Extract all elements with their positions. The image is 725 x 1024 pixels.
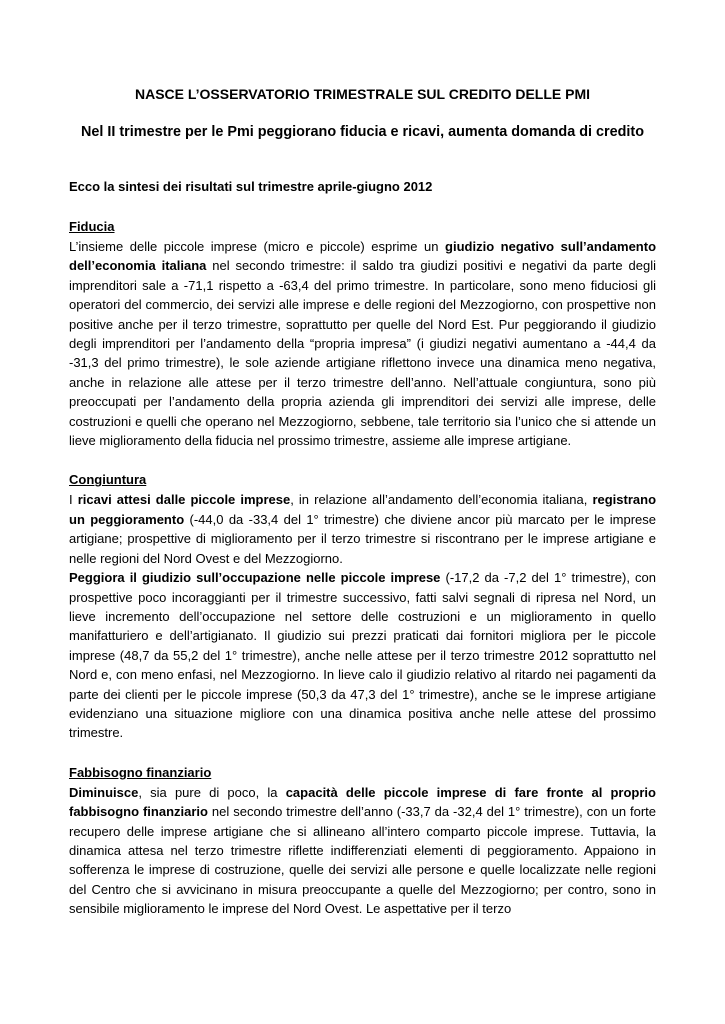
bold-run: ricavi attesi dalle piccole imprese: [77, 492, 291, 508]
document-page: [69, 84, 656, 919]
section-heading-fabbisogno: Fabbisogno finanziario: [69, 764, 212, 780]
text-run: I: [69, 492, 78, 508]
paragraph-congiuntura-occupazione: [69, 568, 656, 743]
bold-run: capacità delle piccole imprese di fare fronte al proprio fabbisogno finanziario: [69, 784, 656, 820]
bold-run: Peggiora il giudizio sull’occupazione nelle piccole imprese: [69, 570, 441, 586]
document-title: NASCE L’OSSERVATORIO TRIMESTRALE SUL CREDITO DELLE PMI: [134, 86, 591, 102]
text-run: L’insieme delle piccole imprese (micro e piccole) esprime un: [69, 239, 446, 254]
paragraph-congiuntura-ricavi: [69, 490, 656, 568]
section-fabbisogno: [69, 763, 656, 919]
section-congiuntura: [69, 470, 656, 742]
paragraph-fiducia: [69, 237, 656, 450]
text-run: , sia pure di poco, la: [138, 784, 286, 800]
intro-line: Ecco la sintesi dei risultati sul trimestre aprile-giugno 2012: [69, 179, 433, 194]
bold-run: Diminuisce: [69, 784, 139, 800]
bold-run: giudizio negativo sull’andamento dell’economia italiana: [69, 239, 657, 274]
paragraph-fabbisogno: [69, 783, 656, 919]
section-heading-fiducia: Fiducia: [69, 219, 115, 234]
section-fiducia: [69, 217, 656, 450]
text-run: (-17,2 da -7,2 del 1° trimestre), con prospettive poco incoraggianti per il trimestre successivo, fatti salvi segnali di ripresa nel Nord, un lieve incremento dell’occupazione nel settore delle costruzioni e un miglioramento in quello manifatturiero e dell’artigianato. Il giudizio sui prezzi praticati dai fornitori migliora per le piccole imprese (48,7 da 55,2 del 1° trimestre), anche nelle attese per il terzo trimestre 2012 soprattutto nel Nord e, con meno enfasi, nel Mezzogiorno. In lieve calo il giudizio relativo al ritardo nei pagamenti da parte dei clienti per le piccole imprese (50,3 da 47,3 del 1° trimestre), anche se le imprese artigiane evidenziano una situazione migliore con una dinamica positiva anche nelle attese del prossimo trimestre.: [69, 570, 656, 741]
bold-run: registrano un peggioramento: [69, 492, 657, 527]
document-subtitle: Nel II trimestre per le Pmi peggiorano fiducia e ricavi, aumenta domanda di credito: [81, 124, 644, 140]
text-run: nel secondo trimestre dell’anno (-33,7 da -32,4 del 1° trimestre), con un forte recupero delle imprese artigiane che si allineano all’intero comparto piccole imprese. Tuttavia, la dinamica attesa nel terzo trimestre riflette indifferenziati elementi di peggioramento. Appaiono in sofferenza le imprese di costruzione, quelle dei servizi alle persone e quelle localizzate nelle regioni del Centro che si avvicinano in misura preoccupante a quelle del Mezzogiorno; per contro, sono in sensibile miglioramento le imprese del Nord Ovest. Le aspettative per il terzo: [69, 804, 656, 917]
text-run: nel secondo trimestre: il saldo tra giudizi positivi e negativi da parte degli imprenditori sale a -71,1 rispetto a -63,4 del primo trimestre. In particolare, sono meno fiduciosi gli operatori del commercio, dei servizi alle imprese e delle regioni del Mezzogiorno, con prospettive non positive anche per il terzo trimestre, soprattutto per quelle del Nord Est. Pur peggiorando il giudizio degli imprenditori per l’andamento della “propria impresa” (i giudizi negativi aumentano a -44,4 da -31,3 del primo trimestre), le sole aziende artigiane riflettono invece una dinamica meno negativa, anche in relazione alle attese per il terzo trimestre dell’anno. Nell’attuale congiuntura, sono più preoccupati per l’andamento della propria azienda gli imprenditori dei servizi alle imprese, delle costruzioni e quelli che operano nel Mezzogiorno, sebbene, tale territorio sia l’unico che si attende un lieve miglioramento della fiducia nel prossimo trimestre, assieme alle imprese artigiane.: [69, 258, 656, 449]
text-run: , in relazione all’andamento dell’economia italiana,: [290, 492, 593, 508]
text-run: (-44,0 da -33,4 del 1° trimestre) che diviene ancor più marcato per le imprese artigiane; prospettive di miglioramento per il terzo trimestre si riscontrano per le imprese artigiane e nelle regioni del Nord Ovest e del Mezzogiorno.: [69, 511, 656, 566]
section-heading-congiuntura: Congiuntura: [69, 472, 147, 488]
